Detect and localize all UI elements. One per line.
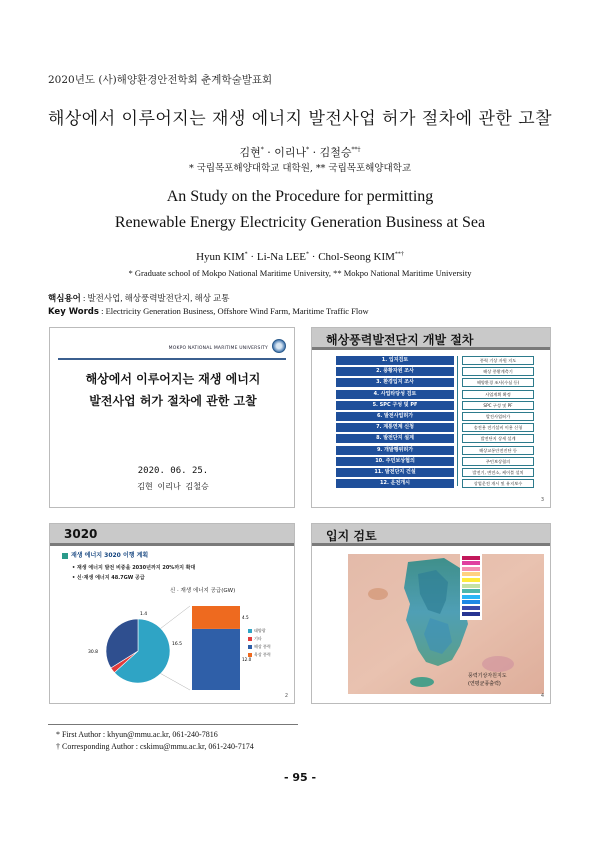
presentation-date: 2020. 06. 25. [137,466,209,476]
legend-swatch [248,653,252,657]
slide-page-number: 3 [540,497,544,503]
slide-banner [312,328,550,350]
pie-data-label: 16.5 [172,642,183,647]
procedure-step: 10. 주민보상협의 [336,457,454,466]
page-number: - 95 - [283,771,317,784]
legend-entry: 육상 풍력 [248,652,271,658]
keywords-korean: 핵심용어 : 발전사업, 해상풍력발전단지, 해상 교통 [48,293,230,304]
english-title: An Study on the Procedure for permitting Renewable Energy Electricity Generation Business at Sea [114,188,486,231]
procedure-step: 7. 계통연계 신청 [336,423,454,432]
procedure-step-detail: SPC 구성 및 PF [462,401,534,410]
stack-segment [192,629,240,690]
slide-main-title: 해상에서 이루어지는 재생 에너지 발전사업 허가 절차에 관한 고찰 [85,372,261,408]
legend-entry: 태양광 [248,628,266,634]
procedure-step: 9. 개발행위허가 [336,446,454,455]
legend-entry: 해상 풍력 [248,644,271,650]
energy-supply-chart [50,524,295,704]
legend-entry: 기타 [248,636,262,642]
footnote-rule [48,724,298,725]
korean-title: 해상에서 이루어지는 재생 에너지 발전사업 허가 절차에 관한 고찰 [47,109,553,129]
university-name: MOKPO NATIONAL MARITIME UNIVERSITY [168,346,268,351]
english-affiliation: * Graduate school of Mokpo National Maritime University, ** Mokpo National Maritime University [128,268,472,278]
procedure-step: 12. 운전개시 [336,479,454,488]
stack-data-label: 4.5 [242,614,249,620]
wind-resource-map [348,554,544,694]
procedure-step: 8. 발전단지 설계 [336,434,454,443]
procedure-step: 2. 풍황자원 조사 [336,367,454,376]
procedure-step: 3. 환경입지 조사 [336,378,454,387]
slide-page-number: 4 [540,693,544,699]
slide-title [49,327,295,508]
pie-data-label: 1.4 [140,612,148,617]
slide-banner [312,524,550,546]
connector-line [160,606,190,629]
procedure-step-detail: 발전단지 상세 설계 [462,434,534,443]
stack-data-label: 12.0 [242,656,252,662]
slide-procedure [311,327,551,508]
procedure-step: 4. 사업타당성 검토 [336,390,454,399]
legend-swatch [248,645,252,649]
legend-swatch [248,637,252,641]
plan-heading: 재생 에너지 3020 이행 계획 [62,550,148,559]
procedure-step: 11. 발전단지 건설 [336,468,454,477]
chart-title: 신 · 재생 에너지 공급(GW) [170,588,236,594]
procedure-step: 1. 입지검토 [336,356,454,365]
procedure-step-detail: 송전용 전기설비 이용 신청 [462,423,534,432]
header-rule [58,358,286,360]
procedure-step-detail: 해상 풍황계측기 [462,367,534,376]
procedure-step-detail: 발전기, 변전소, 케이블 설치 [462,468,534,477]
legend-swatch [248,629,252,633]
procedure-step-detail: 상업운전 개시 및 유지보수 [462,479,534,488]
procedure-step: 5. SPC 구성 및 PF [336,401,454,410]
procedure-step-detail: 발전사업허가 [462,412,534,421]
keywords-english: Key Words : Electricity Generation Business, Offshore Wind Farm, Maritime Traffic Flow [48,306,369,317]
english-authors: Hyun KIM* · Li-Na LEE* · Chol-Seong KIM**† [196,251,404,263]
slide-page-number: 2 [284,693,288,699]
korean-affiliation: * 국립목포해양대학교 대학원, ** 국립목포해양대학교 [188,163,412,174]
plan-item: • 신·재생 에너지 48.7GW 공급 [72,575,145,581]
plan-item: • 재생 에너지 발전 비중을 2030년까지 20%까지 확대 [72,565,196,571]
korean-authors: 김현* · 이리나* · 김철승**† [239,146,361,159]
pie-data-label: 30.8 [88,650,99,655]
conference-header: 2020년도 (사)해양환경안전학회 춘계학술발표회 [48,74,273,86]
footnote-first-author: * First Author : khyun@mmu.ac.kr, 061-240-7816 [56,730,218,739]
slide-3020 [49,523,295,704]
procedure-step-detail: 사업계획 확정 [462,390,534,399]
procedure-step-detail: 주민보상협의 [462,457,534,466]
slide-banner-title: 입지 검토 [326,529,377,543]
slide-site-review [311,523,551,704]
stack-segment [192,606,240,629]
presenters: 김현 이리나 김철승 [137,482,209,491]
procedure-step-detail: 해상교통안전진단 등 [462,446,534,455]
slide-banner-title: 해상풍력발전단지 개발 절차 [326,333,474,347]
footnote-corresponding-author: † Corresponding Author : cskimu@mmu.ac.kr, 061-240-7174 [56,742,254,751]
procedure-step-detail: 해양환경 조사(수심 등) [462,378,534,387]
procedure-step-detail: 풍력 기상 자원 지도 [462,356,534,365]
connector-line [160,673,190,690]
university-emblem-icon [272,339,286,353]
map-caption: 풍력기상자원지도 (연평균풍출력) [468,673,507,687]
step-connector [457,356,460,486]
slide-banner-title: 3020 [64,527,98,541]
map-legend [460,554,482,620]
procedure-step: 6. 발전사업허가 [336,412,454,421]
